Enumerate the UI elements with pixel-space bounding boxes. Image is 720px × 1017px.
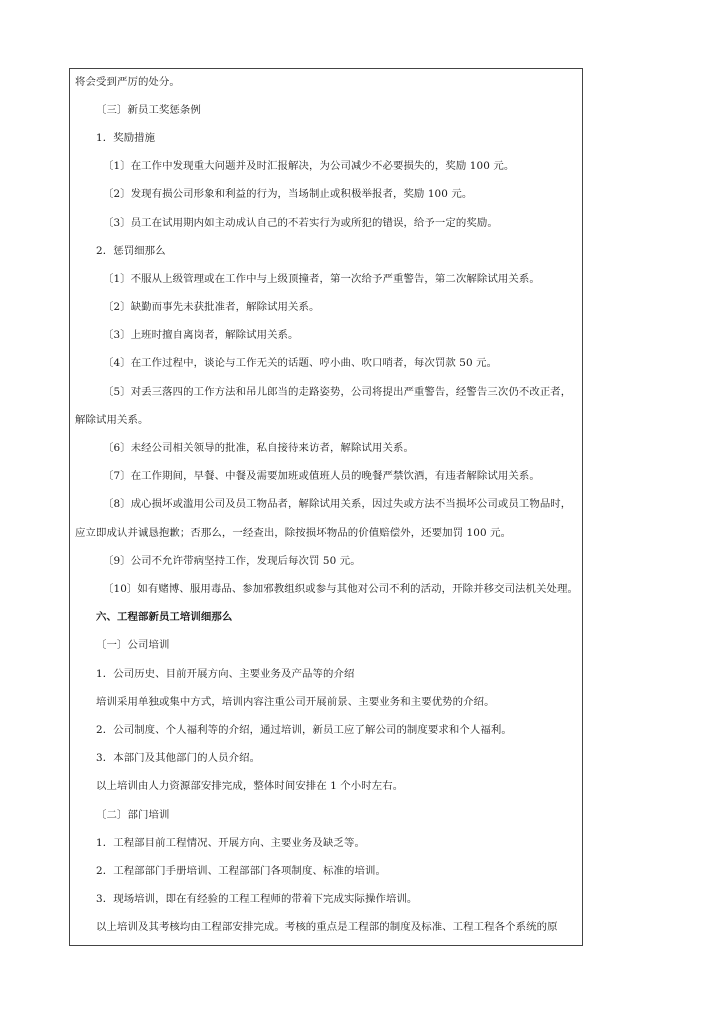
list-item: 〔2〕缺勤而事先未获批准者，解除试用关系。 (103, 301, 320, 313)
list-item: 〔5〕对丢三落四的工作方法和吊儿郎当的走路姿势，公司将提出严重警告，经警告三次仍不改正者， (103, 386, 572, 398)
section-heading: 〔二〕部门培训 (96, 809, 170, 821)
list-item: 〔6〕未经公司相关领导的批准，私自接待来访者，解除试用关系。 (103, 442, 414, 454)
subsection-heading: 3．本部门及其他部门的人员介绍。 (96, 752, 261, 764)
list-item: 〔3〕员工在试用期内如主动成认自己的不若实行为或所犯的错误，给予一定的奖励。 (103, 217, 498, 229)
list-item: 〔3〕上班时擅自离岗者，解除试用关系。 (103, 329, 299, 341)
list-item: 〔1〕在工作中发现重大问题并及时汇报解决，为公司减少不必要损失的，奖励 100 元。 (103, 160, 515, 172)
list-item-continuation: 应立即成认并诚恳抱歉；否那么，一经查出，除按损坏物品的价值赔偿外，还要加罚 100 元。 (75, 527, 512, 539)
text-line: 将会受到严厉的处分。 (75, 76, 180, 88)
subsection-heading: 2．惩罚细那么 (96, 245, 166, 257)
section-heading: 〔一〕公司培训 (96, 639, 170, 651)
subsection-heading: 2．公司制度、个人福利等的介绍，通过培训，新员工应了解公司的制度要求和个人福利。 (96, 724, 512, 736)
chapter-heading: 六、工程部新员工培训细那么 (96, 611, 233, 623)
list-item: 〔2〕发现有损公司形象和利益的行为，当场制止或积极举报者，奖励 100 元。 (103, 188, 473, 200)
paragraph: 以上培训及其考核均由工程部安排完成。考核的重点是工程部的制度及标准、工程工程各个系统的原 (96, 921, 558, 933)
subsection-heading: 1．奖励措施 (96, 132, 156, 144)
paragraph: 以上培训由人力资源部安排完成，整体时间安排在 1 个小时左右。 (96, 780, 404, 792)
section-heading: 〔三〕新员工奖惩条例 (96, 104, 201, 116)
subsection-heading: 1．公司历史、目前开展方向、主要业务及产品等的介绍 (96, 668, 355, 680)
list-item: 〔9〕公司不允许带病坚持工作，发现后每次罚 50 元。 (103, 555, 361, 567)
subsection-heading: 3．现场培训，即在有经验的工程工程师的带着下完成实际操作培训。 (96, 893, 418, 905)
list-item: 〔10〕如有赌博、服用毒品、参加邪教组织或参与其他对公司不利的活动，开除并移交司法机关处理。 (103, 583, 579, 595)
subsection-heading: 1．工程部目前工程情况、开展方向、主要业务及缺乏等。 (96, 837, 365, 849)
list-item: 〔4〕在工作过程中，谈论与工作无关的话题、哼小曲、吹口哨者，每次罚款 50 元。 (103, 357, 498, 369)
paragraph: 培训采用单独或集中方式，培训内容注重公司开展前景、主要业务和主要优势的介绍。 (96, 696, 495, 708)
list-item-continuation: 解除试用关系。 (75, 414, 149, 426)
subsection-heading: 2．工程部部门手册培训、工程部部门各项制度、标准的培训。 (96, 865, 386, 877)
list-item: 〔7〕在工作期间，早餐、中餐及需要加班或值班人员的晚餐严禁饮酒，有违者解除试用关系。 (103, 470, 540, 482)
list-item: 〔1〕不服从上级管理或在工作中与上级顶撞者，第一次给予严重警告，第二次解除试用关系。 (103, 273, 540, 285)
list-item: 〔8〕成心损坏或滥用公司及员工物品者，解除试用关系，因过失或方法不当损坏公司或员工物品时， (103, 498, 572, 510)
